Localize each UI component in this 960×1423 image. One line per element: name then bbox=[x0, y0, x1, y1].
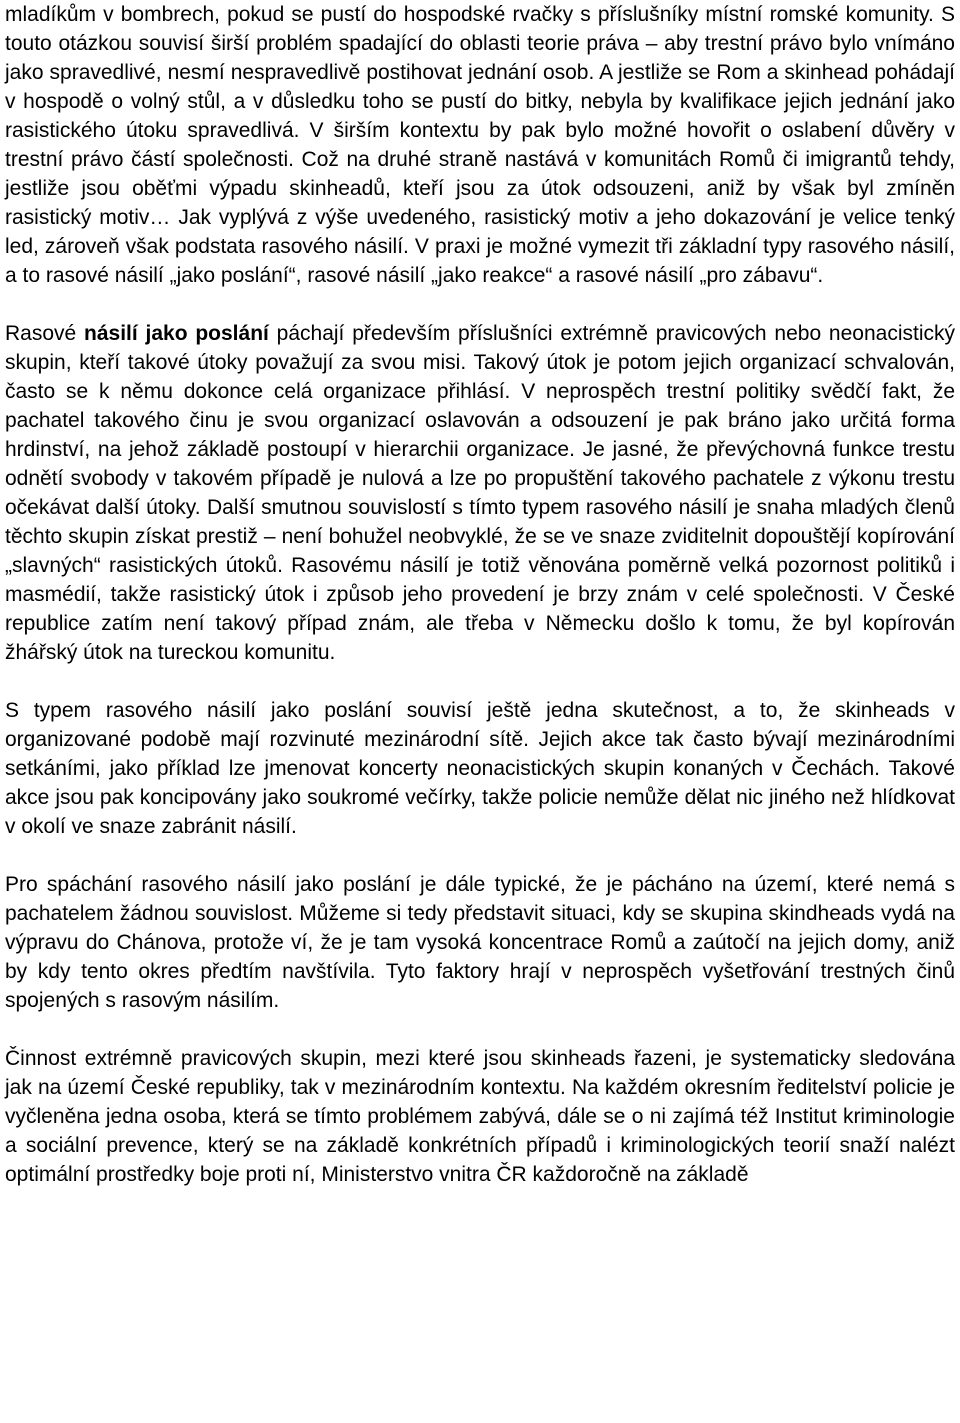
paragraph-spacer bbox=[5, 1015, 955, 1044]
paragraph-spacer bbox=[5, 667, 955, 696]
paragraph-spacer bbox=[5, 841, 955, 870]
paragraph-5: Činnost extrémně pravicových skupin, mezi které jsou skinheads řazeni, je systematicky sledována jak na území České republiky, tak v mezinárodním kontextu. Na každém okresním ředitelství policie je vyčleněna jedna osoba, která se tímto problémem zabývá, dále se o ni zajímá též Institut kriminologie a sociální prevence, který se na základě konkrétních případů i kriminologických teorií snaží nalézt optimální prostředky boje proti ní, Ministerstvo vnitra ČR každoročně na základě bbox=[5, 1047, 955, 1186]
paragraph-3: S typem rasového násilí jako poslání souvisí ještě jedna skutečnost, a to, že skinheads v organizované podobě mají rozvinuté mezinárodní sítě. Jejich akce tak často bývají mezinárodními setkáními, jako příklad lze jmenovat koncerty neonacistických skupin konaných v Čechách. Takové akce jsou pak koncipovány jako soukromé večírky, takže policie nemůže dělat nic jiného než hlídkovat v okolí ve snaze zabránit násilí. bbox=[5, 699, 955, 838]
paragraph-1: mladíkům v bombrech, pokud se pustí do hospodské rvačky s příslušníky místní romské komunity. S touto otázkou souvisí širší problém spadající do oblasti teorie práva – aby trestní právo bylo vnímáno jako spravedlivé, nesmí nespravedlivě postihovat jednání osob. A jestliže se Rom a skinhead pohádají v hospodě o volný stůl, a v důsledku toho se pustí do bitky, nebyla by kvalifikace jejich jednání jako rasistického útoku spravedlivá. V širším kontextu by pak bylo možné hovořit o oslabení důvěry v trestní právo částí společnosti. Což na druhé straně nastává v komunitách Romů či imigrantů tehdy, jestliže jsou oběťmi výpadu skinheadů, kteří jsou za útok odsouzeni, aniž by však byl zmíněn rasistický motiv… Jak vyplývá z výše uvedeného, rasistický motiv a jeho dokazování je velice tenký led, zároveň však podstata rasového násilí. V praxi je možné vymezit tři základní typy rasového násilí, a to rasové násilí „jako poslání“, rasové násilí „jako reakce“ a rasové násilí „pro zábavu“. bbox=[5, 3, 955, 287]
paragraph-2 bbox=[5, 319, 955, 667]
paragraph-4: Pro spáchání rasového násilí jako poslání je dále typické, že je pácháno na území, které nemá s pachatelem žádnou souvislost. Můžeme si tedy představit situaci, kdy se skupina skindheads vydá na výpravu do Chánova, protože ví, že je tam vysoká koncentrace Romů a zaútočí na jejich domy, aniž by kdy tento okres předtím navštívila. Tyto faktory hrají v neprospěch vyšetřování trestných činů spojených s rasovým násilím. bbox=[5, 873, 955, 1012]
paragraph-2-body: páchají především příslušníci extrémně pravicových nebo neonacistický skupin, kteří takové útoky považují za svou misi. Takový útok je potom jejich organizací schvalován, často se k němu dokonce celá organizace přihlásí. V neprospěch trestní politiky svědčí fakt, že pachatel takového činu je svou organizací oslavován a odsouzení je pak bráno jako určitá forma hrdinství, na jehož základě postoupí v hierarchii organizace. Je jasné, že převýchovná funkce trestu odnětí svobody v takovém případě je nulová a lze po propuštění takového pachatele z výkonu trestu očekávat další útoky. Další smutnou souvislostí s tímto typem rasového násilí je snaha mladých členů těchto skupin získat prestiž – není bohužel neobvyklé, že se ve snaze zviditelnit dopouštějí kopírování „slavných“ rasistických útoků. Rasovému násilí je totiž věnována poměrně velká pozornost politiků i masmédií, takže rasistický útok i způsob jeho provedení je brzy znám v celé společnosti. V České republice zatím není takový případ znám, ale třeba v Německu došlo k tomu, že byl kopírován žhářský útok na tureckou komunitu. bbox=[5, 322, 955, 664]
paragraph-spacer bbox=[5, 290, 955, 319]
paragraph-2-lead: Rasové bbox=[5, 322, 85, 345]
document-page bbox=[5, 0, 955, 1189]
paragraph-2-bold-term: násilí jako poslání bbox=[84, 322, 269, 345]
